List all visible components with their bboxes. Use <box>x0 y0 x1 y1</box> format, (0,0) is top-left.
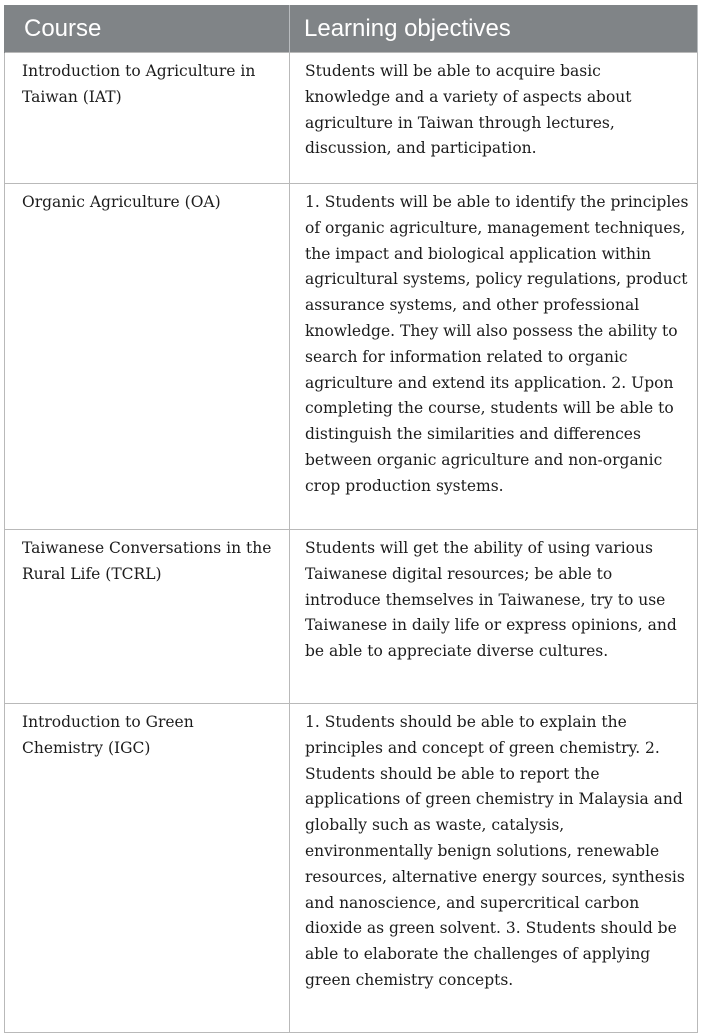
course-cell: Taiwanese Conversations in the Rural Life (TCRL) <box>5 530 290 704</box>
objectives-cell: Students will be able to acquire basic knowledge and a variety of aspects about agriculture in Taiwan through lectures, discussion, and participation. <box>290 53 698 184</box>
course-cell: Introduction to Agriculture in Taiwan (IAT) <box>5 53 290 184</box>
table-row <box>5 53 698 184</box>
course-cell: Introduction to Green Chemistry (IGC) <box>5 704 290 1033</box>
objectives-cell: 1. Students should be able to explain the principles and concept of green chemistry. 2. Students should be able to report the applications of green chemistry in Malaysia and globally such as waste, catalysis, environmentally benign solutions, renewable resources, alternative energy sources, synthesis and nanoscience, and supercritical carbon dioxide as green solvent. 3. Students should be able to elaborate the challenges of applying green chemistry concepts. <box>290 704 698 1033</box>
column-header-learning-objectives: Learning objectives <box>290 5 698 53</box>
objectives-cell: 1. Students will be able to identify the principles of organic agriculture, management techniques, the impact and biological application within agricultural systems, policy regulations, product assurance systems, and other professional knowledge. They will also possess the ability to search for information related to organic agriculture and extend its application. 2. Upon completing the course, students will be able to distinguish the similarities and differences between organic agriculture and non-organic crop production systems. <box>290 184 698 530</box>
course-objectives-table <box>4 5 698 1033</box>
column-header-course: Course <box>5 5 290 53</box>
objectives-cell: Students will get the ability of using various Taiwanese digital resources; be able to introduce themselves in Taiwanese, try to use Taiwanese in daily life or express opinions, and be able to appreciate diverse cultures. <box>290 530 698 704</box>
table-row <box>5 704 698 1033</box>
course-cell: Organic Agriculture (OA) <box>5 184 290 530</box>
header-row <box>5 5 698 53</box>
table-row <box>5 530 698 704</box>
table-row <box>5 184 698 530</box>
